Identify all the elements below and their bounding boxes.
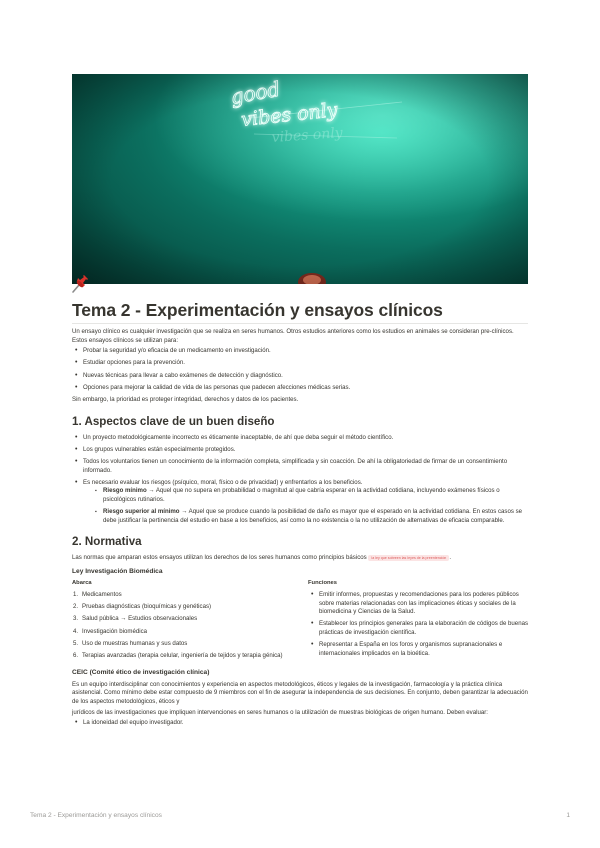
list-item: 1. Medicamentos	[73, 591, 122, 599]
column-heading: Abarca	[72, 580, 92, 587]
footer-title: Tema 2 - Experimentación y ensayos clínicos	[30, 812, 162, 819]
list-item: 4. Investigación biomédica	[73, 627, 148, 635]
list-item: 2. Pruebas diagnósticas (bioquímicas y genéticas)	[73, 603, 212, 611]
risk-sublist	[83, 487, 528, 525]
intro-list	[72, 347, 528, 392]
list-item	[72, 479, 528, 526]
list-item: • Emitir informes, propuestas y recomendaciones para los poderes públicos sobre materias relacionadas con las implicaciones éticas y sociales de la biomedicina y Ciencias de la Salud.	[308, 591, 528, 617]
column-funciones	[308, 579, 528, 664]
ceic-heading: CEIC (Comité ético de investigación clínica)	[72, 669, 210, 677]
highlight-note: la ley que sobreen las leyes de la preentención	[368, 555, 449, 561]
list-item: • Opciones para mejorar la calidad de vida de las personas que padecen afecciones médicas serias.	[72, 384, 528, 393]
page-number: 1	[566, 812, 570, 819]
abarca-list	[72, 591, 292, 661]
title-divider	[72, 323, 528, 324]
column-abarca	[72, 579, 292, 664]
list-item: • Establecer los principios generales para la elaboración de códigos de buenas prácticas de investigación científica.	[308, 620, 528, 637]
risk-label: Riesgo mínimo	[103, 487, 147, 495]
list-item: • La idoneidad del equipo investigador.	[72, 719, 528, 728]
ceic-paragraph: Es un equipo interdisciplinar con conocimientos y experiencia en aspectos metodológicos, éticos y legales de la investigación, farmacología y la práctica clínica asistencial. Como mínimo debe estar compuesto de 9 miembros con el fin de asegurar la independencia de sus decisiones. En conjunto, deben garantizar la adecuación de los aspectos metodológicos, éticos y	[72, 680, 528, 705]
list-item: • Estudiar opciones para la prevención.	[72, 359, 528, 368]
neon-sign	[72, 74, 528, 284]
intro-paragraph: Un ensayo clínico es cualquier investigación que se realiza en seres humanos. Otros estudios anteriores como los estudios en animales se consideran pre-clínicos. Estos ensayos clínicos se utilizan para:	[72, 328, 514, 344]
list-item-text: Es necesario evaluar los riesgos (psíquico, moral, físico o de privacidad) y enfrentarlos a los beneficios.	[83, 478, 363, 486]
page-content	[72, 328, 528, 731]
risk-text: → Aquel que no supera en probabilidad o magnitud al que cabría esperar en la actividad cotidiana, incluyendo exámenes físicos o psicológicos rutinarios.	[103, 487, 500, 503]
list-item: • Un proyecto metodológicamente incorrecto es éticamente inaceptable, de ahí que deba seguir el método científico.	[72, 434, 528, 443]
cover-image	[72, 74, 528, 284]
law-heading: Ley Investigación Biomédica	[72, 567, 163, 575]
funciones-list	[308, 591, 528, 658]
column-heading: Funciones	[308, 580, 337, 587]
risk-text: → Aquel que se produce cuando la posibilidad de daño es mayor que el esperado en la actividad cotidiana. En estos casos se debe justificar la pertinencia del estudio en base a los beneficios, así como la no existencia o la no utilización de alternativas de eficacia comparable.	[103, 508, 523, 524]
ceic-list	[72, 719, 528, 728]
sublist-item	[83, 508, 528, 525]
list-item: 3. Salud pública → Estudios observacionales	[73, 615, 198, 623]
list-item: 5. Uso de muestras humanas y sus datos	[73, 639, 188, 647]
list-item: • Nuevas técnicas para llevar a cabo exámenes de detección y diagnóstico.	[72, 372, 528, 381]
list-item: • Probar la seguridad y/o eficacia de un medicamento en investigación.	[72, 347, 528, 356]
section-heading-2: 2. Normativa	[72, 535, 142, 549]
ceic-paragraph-2: jurídicos de las investigaciones que impliquen intervenciones en seres humanos o la utilización de muestras biológicas de origen humano. Deben evaluar:	[72, 708, 488, 716]
page-footer	[30, 812, 570, 819]
normativa-intro: Las normas que amparan estos ensayos utilizan los derechos de los seres humanos como principios básicos la ley que sobreen las leyes de la preentención .	[72, 554, 452, 562]
risk-label: Riesgo superior al mínimo	[103, 508, 180, 516]
list-item: • Representar a España en los foros y organismos supranacionales e internacionales implicados en la bioética.	[308, 641, 528, 658]
list-item: • Todos los voluntarios tienen un conocimiento de la información completa, simplificada y sin coacción. De ahí la obligatoriedad de firmar de un consentimiento informado.	[72, 458, 528, 475]
section1-list	[72, 434, 528, 526]
law-columns	[72, 579, 528, 664]
sublist-item	[83, 487, 528, 504]
page-title: Tema 2 - Experimentación y ensayos clínicos	[72, 300, 443, 320]
pushpin-icon	[68, 272, 92, 296]
intro-paragraph-2: Sin embargo, la prioridad es proteger integridad, derechos y datos de los pacientes.	[72, 395, 299, 403]
list-item: • Los grupos vulnerables están especialmente protegidos.	[72, 446, 528, 455]
list-item: 6. Terapias avanzadas (terapia celular, ingeniería de tejidos y terapia génica)	[73, 651, 283, 659]
section-heading-1: 1. Aspectos clave de un buen diseño	[72, 414, 275, 428]
